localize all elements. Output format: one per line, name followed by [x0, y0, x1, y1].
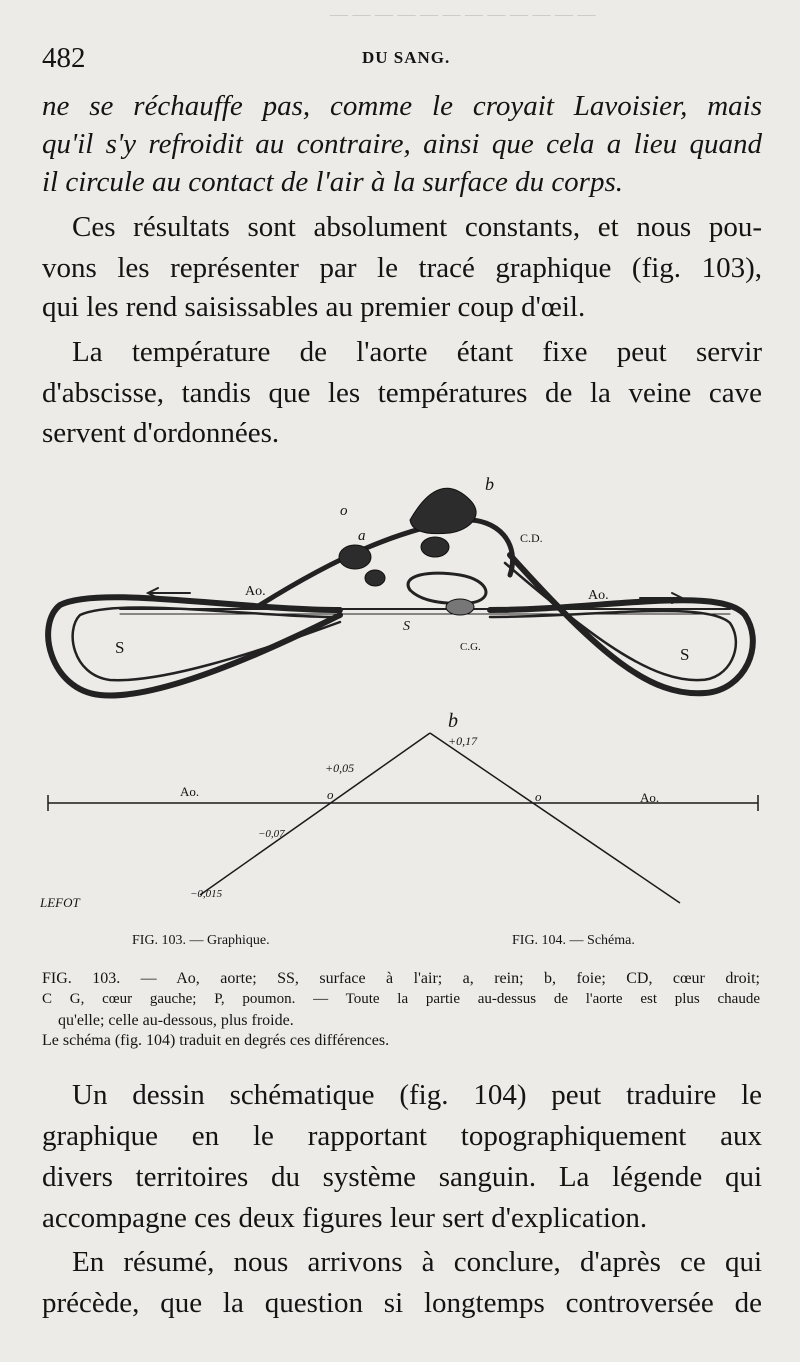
text-line: il circule au contact de l'air à la surface du corps. — [42, 166, 624, 198]
bleed-through-text: — — — — — — — — — — — — — [330, 4, 596, 24]
schema-label-minus007: −0,07 — [258, 828, 285, 840]
text-line: précède, que la question si longtemps controversée de — [42, 1287, 762, 1319]
label-o: o — [340, 503, 348, 519]
schema-label-o-left: o — [327, 787, 334, 802]
schema-label-ao-right: Ao. — [640, 790, 660, 805]
schema-label-plus005: +0,05 — [325, 761, 355, 775]
right-loop-outer — [490, 555, 753, 693]
schema-label-ao-left: Ao. — [180, 784, 200, 799]
schema-left-limb — [200, 733, 430, 895]
page-header — [42, 42, 760, 74]
legend-line: C G, cœur gauche; P, poumon. — Toute la partie au-dessus de l'aorte est plus chaude — [42, 991, 760, 1007]
page-number: 482 — [42, 42, 86, 74]
label-s-left: S — [115, 638, 125, 657]
heart-shape-1 — [421, 537, 449, 557]
engraver-signature: LEFOT — [40, 895, 80, 910]
fig-104-schema — [48, 733, 758, 903]
label-s-right: S — [680, 645, 690, 664]
running-head: DU SANG. — [362, 48, 451, 67]
right-loop-inner — [490, 563, 736, 680]
label-s-center: S — [403, 619, 410, 634]
text-line: La température de l'aorte étant fixe peut servir — [72, 336, 762, 368]
text-line: d'abscisse, tandis que les températures de la veine cave — [42, 377, 762, 409]
fig-103-organs — [339, 488, 476, 615]
fig-103-graphic — [48, 520, 753, 696]
caption-fig-103: FIG. 103. — Graphique. — [132, 933, 270, 948]
text-line: servent d'ordonnées. — [42, 417, 280, 449]
legend-line: qu'elle; celle au-dessous, plus froide. — [58, 1012, 294, 1029]
text-line: qu'il s'y refroidit au contraire, ainsi que cela a lieu quand — [42, 128, 762, 160]
text-line: accompagne ces deux figures leur sert d'explication. — [42, 1202, 648, 1234]
fig-104-labels — [40, 710, 659, 910]
text-line: Ces résultats sont absolument constants, et nous pou- — [72, 211, 762, 243]
left-loop-inner — [73, 607, 340, 680]
liver-shape — [410, 488, 476, 533]
figure-103-104 — [40, 475, 760, 948]
schema-label-o-right: o — [535, 789, 542, 804]
label-a: a — [358, 528, 366, 544]
schema-label-b: b — [448, 710, 458, 732]
caption-fig-104: FIG. 104. — Schéma. — [512, 933, 635, 948]
kidney-shape-1 — [339, 545, 371, 569]
text-line: En résumé, nous arrivons à conclure, d'après ce qui — [72, 1246, 762, 1278]
text-line: Un dessin schématique (fig. 104) peut traduire le — [72, 1079, 762, 1111]
fig-103-labels — [115, 475, 689, 664]
label-cd: C.D. — [520, 531, 543, 545]
label-cg: C.G. — [460, 641, 481, 653]
text-line: ne se réchauffe pas, comme le croyait Lavoisier, mais — [42, 90, 762, 122]
kidney-shape-2 — [365, 570, 385, 586]
legend-line: FIG. 103. — Ao, aorte; SS, surface à l'air; a, rein; b, foie; CD, cœur droit; — [42, 970, 760, 987]
text-line: vons les représenter par le tracé graphique (fig. 103), — [42, 252, 762, 284]
schema-label-plus017: +0,17 — [448, 734, 478, 748]
heart-shape-2 — [446, 599, 474, 615]
legend-line: Le schéma (fig. 104) traduit en degrés ces différences. — [42, 1032, 390, 1049]
text-line: divers territoires du système sanguin. La légende qui — [42, 1161, 762, 1193]
label-ao-left: Ao. — [245, 584, 266, 599]
left-arrow — [148, 588, 190, 598]
figure-illustration — [40, 475, 760, 945]
label-ao-right: Ao. — [588, 588, 609, 603]
text-line: qui les rend saisissables au premier coup d'œil. — [42, 291, 586, 323]
schema-label-minus0015: −0,015 — [190, 888, 223, 900]
label-b: b — [485, 475, 494, 494]
upper-arc — [260, 520, 513, 605]
text-line: graphique en le rapportant topographiquement aux — [42, 1120, 762, 1152]
heart-loop — [408, 573, 486, 603]
schema-right-limb — [430, 733, 680, 903]
